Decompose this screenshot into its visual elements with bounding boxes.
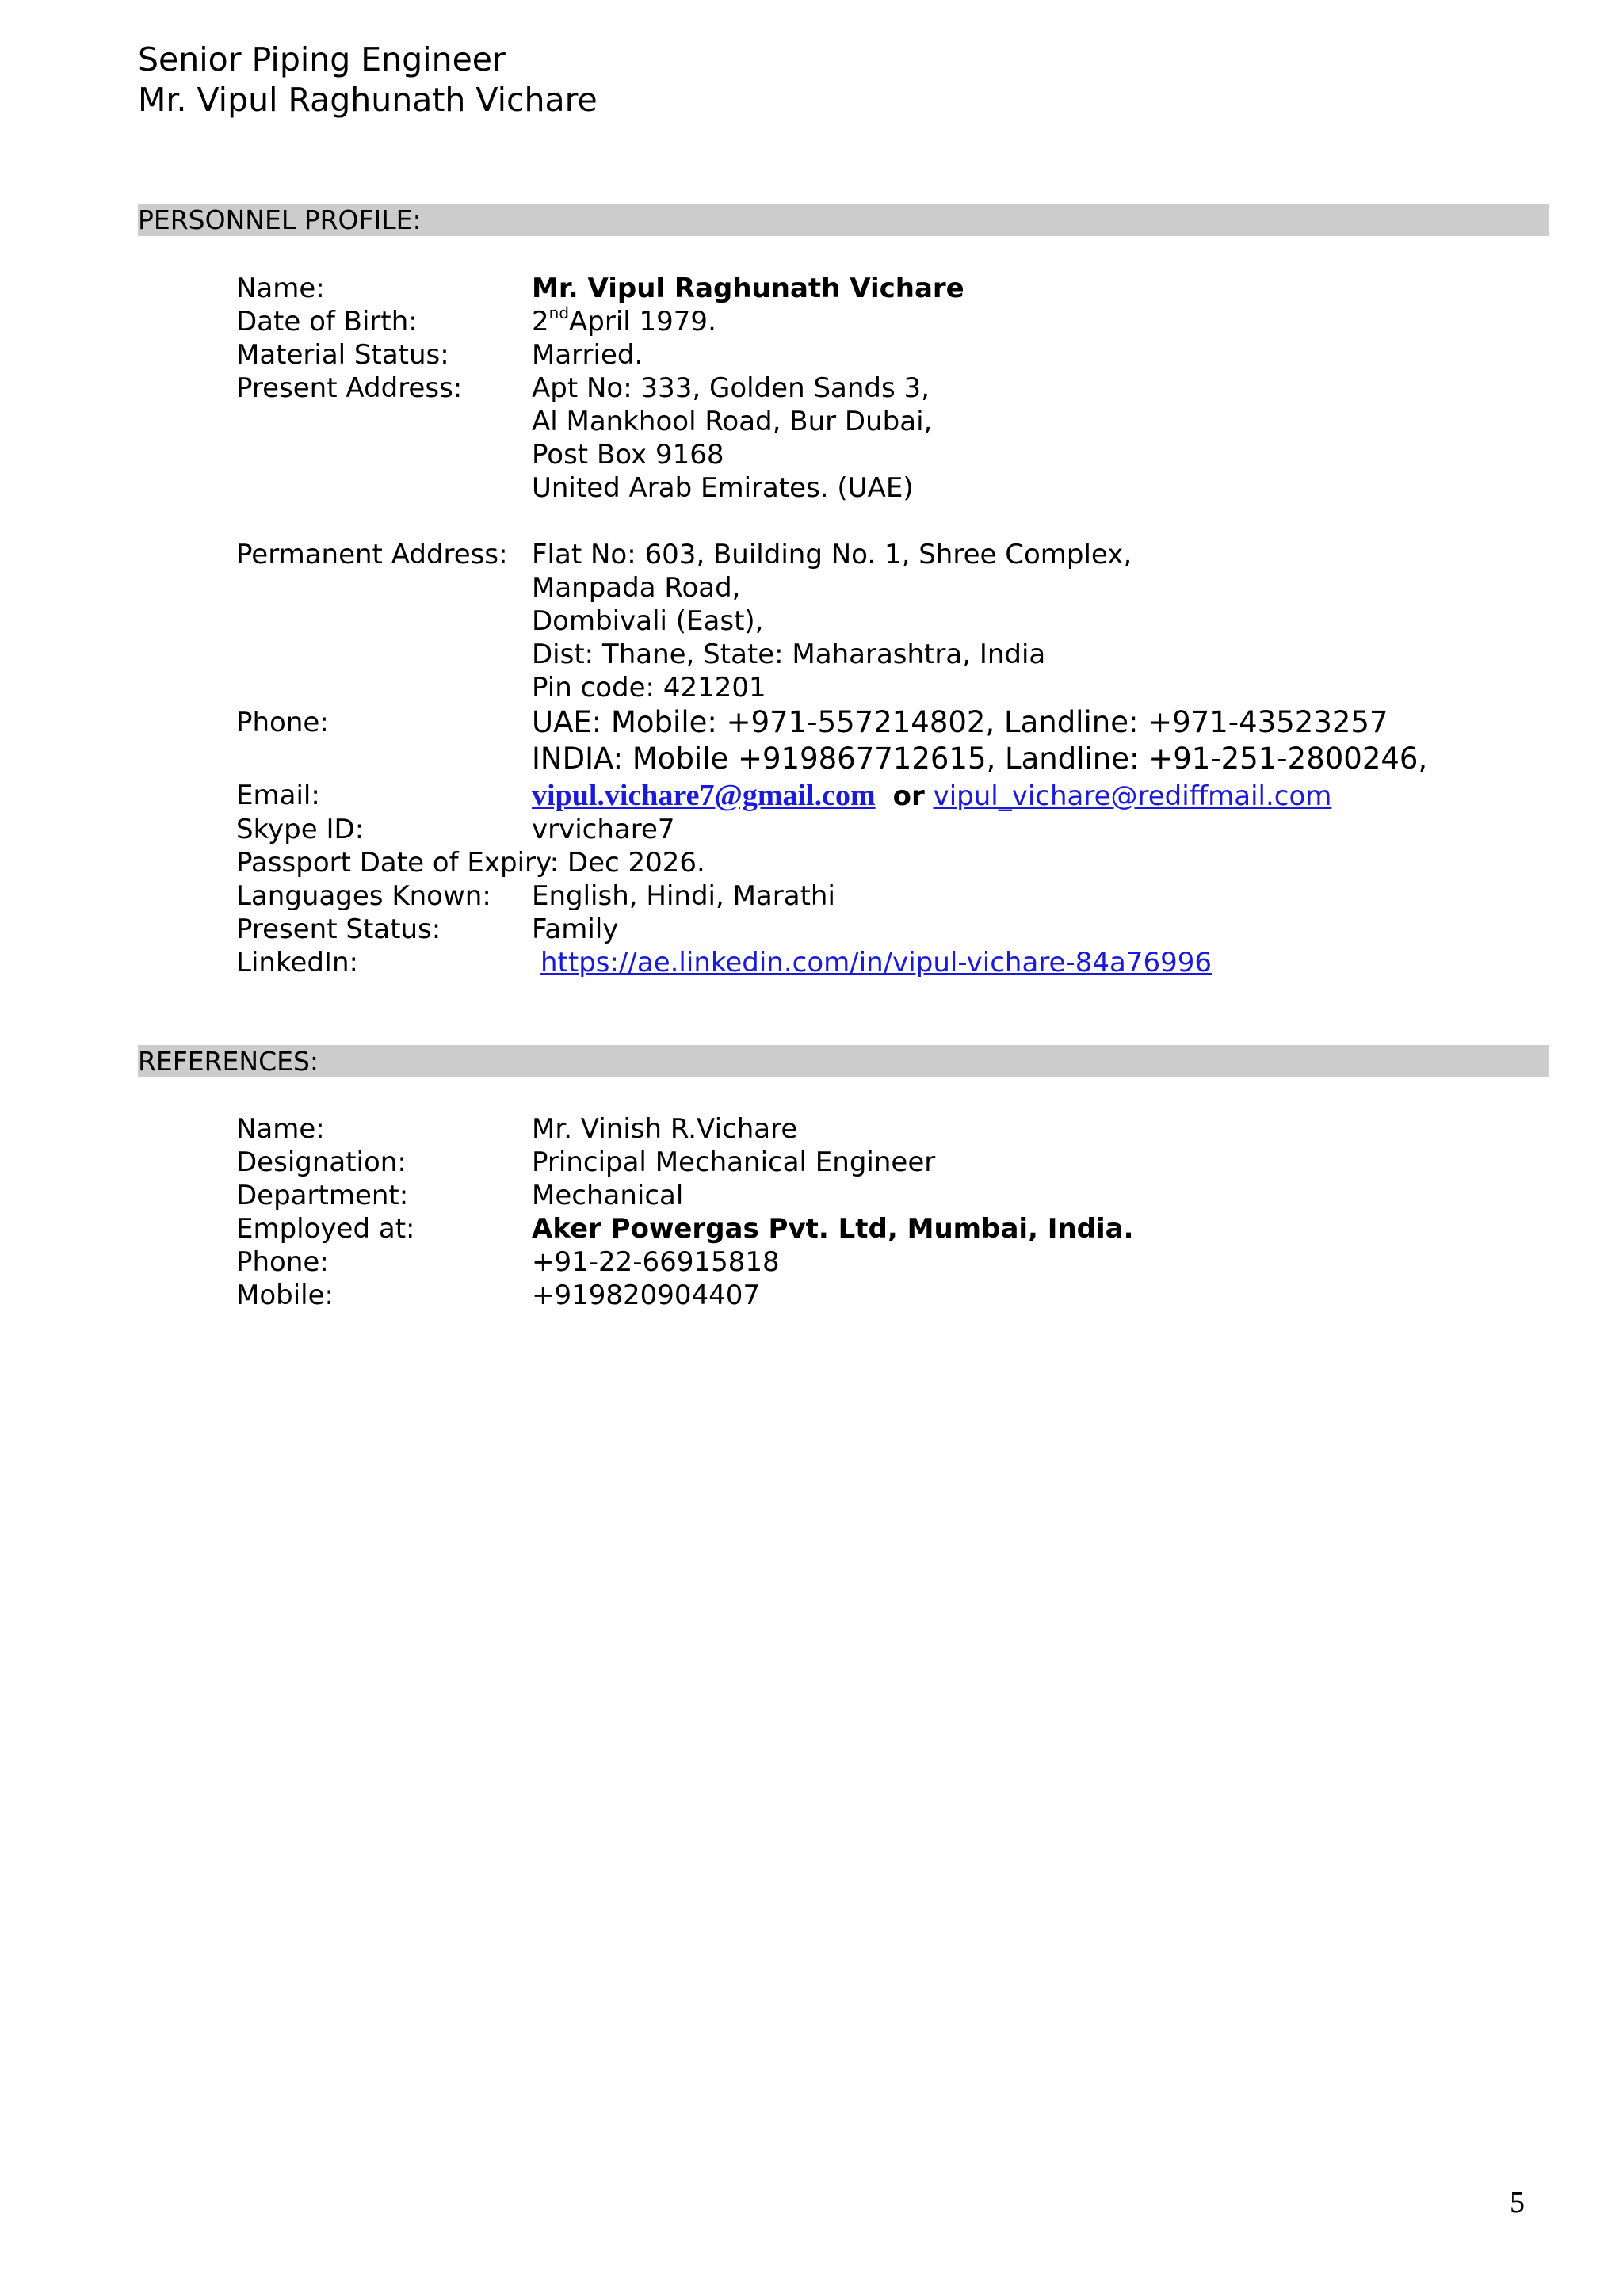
section-title: PERSONNEL PROFILE:	[138, 204, 422, 235]
job-title: Senior Piping Engineer	[138, 40, 506, 78]
field-label: Name:	[236, 1113, 325, 1145]
field-label: Phone:	[236, 707, 329, 738]
email-secondary-link[interactable]: vipul_vichare@rediffmail.com	[933, 780, 1332, 812]
field-label: Phone:	[236, 1246, 329, 1278]
email-values	[532, 779, 1331, 813]
dob-day: 2	[532, 306, 549, 338]
field-label: Material Status:	[236, 339, 449, 371]
field-label: Languages Known:	[236, 880, 491, 912]
reference-name: Mr. Vinish R.Vichare	[532, 1113, 798, 1145]
skype-value: vrvichare7	[532, 814, 675, 845]
candidate-name: Mr. Vipul Raghunath Vichare	[138, 81, 598, 119]
page-number: 5	[1510, 2186, 1525, 2219]
field-label: Designation:	[236, 1146, 407, 1178]
linkedin-link[interactable]: https://ae.linkedin.com/in/vipul-vichare-84a76996	[540, 947, 1212, 978]
phone-india: INDIA: Mobile +919867712615, Landline: +91-251-2800246,	[532, 742, 1428, 776]
reference-department: Mechanical	[532, 1180, 684, 1211]
field-label: LinkedIn:	[236, 947, 358, 978]
field-label: Permanent Address:	[236, 539, 508, 570]
phone-uae: UAE: Mobile: +971-557214802, Landline: +971-43523257	[532, 705, 1388, 739]
present-address-line: United Arab Emirates. (UAE)	[532, 472, 914, 504]
email-primary-link[interactable]: vipul.vichare7@gmail.com	[532, 779, 876, 812]
marital-value: Married.	[532, 339, 643, 371]
section-header-personnel-profile	[138, 204, 1549, 236]
dob-suffix: nd	[548, 303, 570, 322]
present-address-line: Post Box 9168	[532, 439, 724, 471]
field-label: Email:	[236, 780, 320, 811]
section-header-references	[138, 1045, 1549, 1077]
permanent-address-line: Manpada Road,	[532, 572, 741, 604]
languages-value: English, Hindi, Marathi	[532, 880, 835, 912]
document-header	[138, 40, 598, 120]
field-label: Department:	[236, 1180, 409, 1211]
dob-value	[532, 305, 716, 338]
section-title: REFERENCES:	[138, 1046, 319, 1077]
name-value: Mr. Vipul Raghunath Vichare	[532, 273, 964, 304]
reference-designation: Principal Mechanical Engineer	[532, 1146, 936, 1178]
passport-line: Passport Date of Expiry: Dec 2026.	[236, 847, 705, 879]
field-label: Mobile:	[236, 1280, 334, 1311]
field-label: Skype ID:	[236, 814, 365, 845]
reference-employer: Aker Powergas Pvt. Ltd, Mumbai, India.	[532, 1213, 1134, 1245]
present-address-line: Apt No: 333, Golden Sands 3,	[532, 372, 930, 404]
permanent-address-line: Pin code: 421201	[532, 672, 766, 704]
present-address-line: Al Mankhool Road, Bur Dubai,	[532, 406, 933, 437]
permanent-address-line: Dombivali (East),	[532, 605, 764, 637]
field-label: Present Status:	[236, 913, 441, 945]
field-label: Present Address:	[236, 372, 463, 404]
reference-mobile: +919820904407	[532, 1280, 761, 1311]
field-label: Employed at:	[236, 1213, 415, 1245]
dob-rest: April 1979.	[569, 306, 716, 338]
permanent-address-line: Dist: Thane, State: Maharashtra, India	[532, 639, 1046, 670]
field-label: Date of Birth:	[236, 306, 418, 338]
reference-phone: +91-22-66915818	[532, 1246, 780, 1278]
field-label: Name:	[236, 273, 325, 304]
permanent-address-line: Flat No: 603, Building No. 1, Shree Complex,	[532, 539, 1132, 570]
email-or: or	[892, 780, 925, 812]
status-value: Family	[532, 913, 619, 945]
